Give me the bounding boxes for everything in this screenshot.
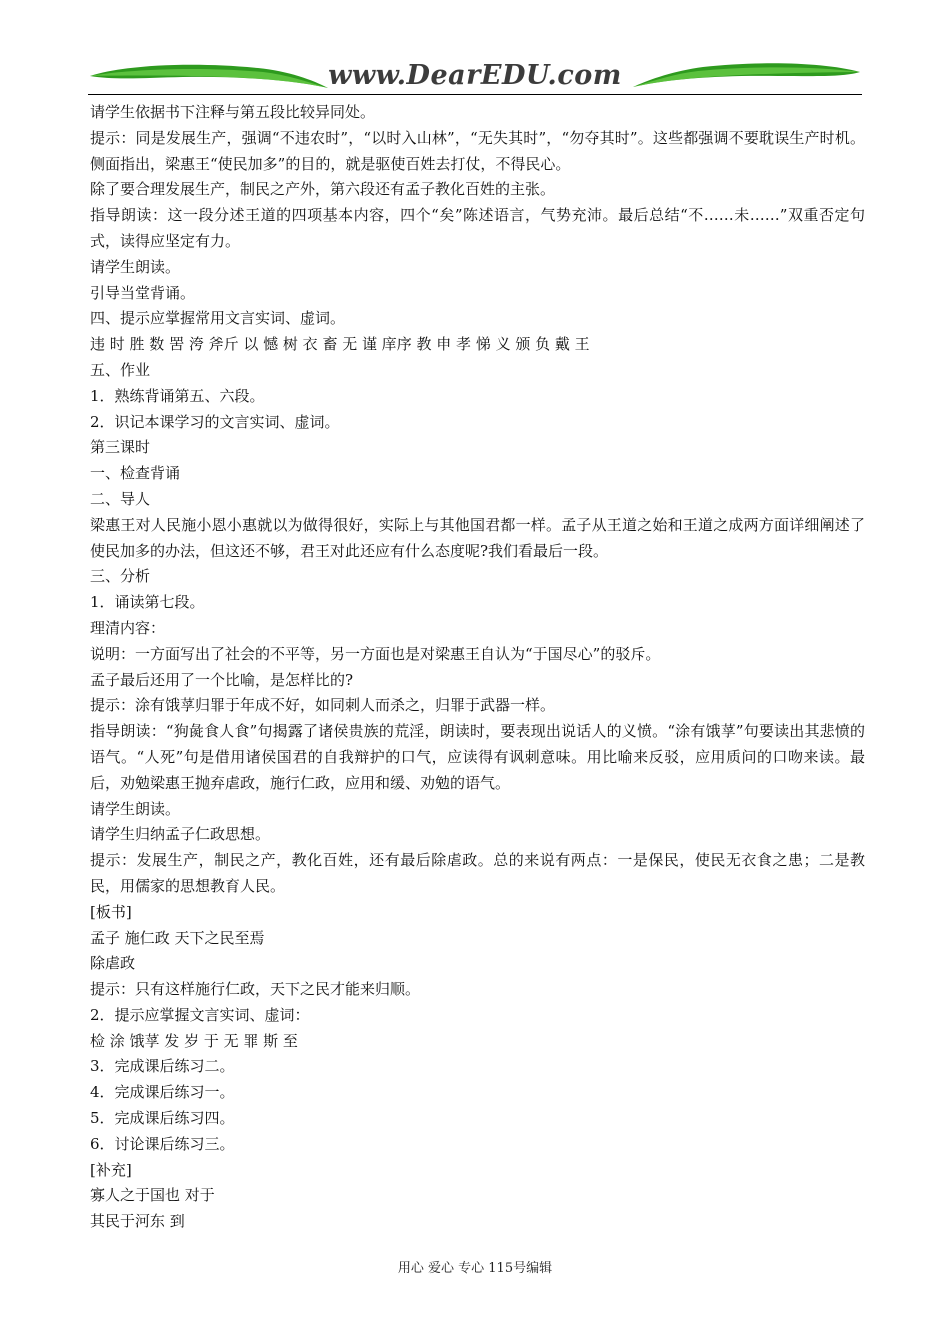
site-logo-text: www.DearEDU.com — [328, 60, 622, 91]
section-heading: 三、分析 — [90, 567, 151, 586]
list-item: 1．诵读第七段。 — [90, 593, 205, 612]
supplement-line: 其民于河东 到 — [90, 1212, 185, 1231]
paragraph: 提示：涂有饿莩归罪于年成不好，如同刺人而杀之，归罪于武器一样。 — [90, 696, 556, 715]
paragraph: 梁惠王对人民施小恩小惠就以为做得很好，实际上与其他国君都一样。孟子从王道之始和王道之成两方面详细阐述了使民加多的办法，但这还不够，君王对此还应有什么态度呢?我们看最后一段。 — [90, 515, 865, 560]
paragraph: 提示：同是发展生产，强调“不违农时”，“以时入山林”，“无失其时”，“勿夺其时”。这些都强调不要耽误生产时机。侧面指出，梁惠王“使民加多”的目的，就是驱使百姓去打仗，不得民心。 — [90, 128, 865, 173]
section-heading: 一、检查背诵 — [90, 464, 181, 483]
list-item: 5．完成课后练习四。 — [90, 1109, 235, 1128]
list-item: 4．完成课后练习一。 — [90, 1083, 235, 1102]
paragraph: 说明：一方面写出了社会的不平等，另一方面也是对梁惠王自认为“于国尽心”的驳斥。 — [90, 644, 661, 663]
list-item: 3．完成课后练习二。 — [90, 1057, 235, 1076]
paragraph: 提示：只有这样施行仁政，天下之民才能来归顺。 — [90, 980, 421, 999]
header-rule — [88, 94, 862, 95]
paragraph: 引导当堂背诵。 — [90, 283, 196, 302]
paragraph: 提示：发展生产，制民之产，教化百姓，还有最后除虐政。总的来说有两点：一是保民，使民无衣食之患；二是教民，用儒家的思想教育人民。 — [90, 851, 865, 895]
page-footer: 用心 爱心 专心 115号编辑 — [397, 1261, 553, 1276]
paragraph: 请学生朗读。 — [90, 257, 181, 276]
board-line: 孟子 施仁政 天下之民至焉 — [90, 928, 265, 947]
paragraph: 除了要合理发展生产，制民之产外，第六段还有孟子教化百姓的主张。 — [90, 180, 556, 199]
supplement-label: [补充] — [90, 1160, 132, 1179]
section-heading: 二、导人 — [90, 489, 151, 508]
board-line: 除虐政 — [90, 954, 136, 973]
document-body — [90, 100, 865, 1235]
vocabulary-list: 违 时 胜 数 罟 洿 斧斤 以 憾 树 衣 畜 无 谨 庠序 教 申 孝 悌 义 颁 负 戴 王 — [90, 335, 590, 354]
section-heading: 四、提示应掌握常用文言实词、虚词。 — [90, 309, 346, 328]
section-heading: 五、作业 — [90, 360, 151, 379]
paragraph: 指导朗读：这一段分述王道的四项基本内容，四个“矣”陈述语言，气势充沛。最后总结“不……未……”双重否定句式，读得应坚定有力。 — [90, 206, 865, 250]
paragraph: 请学生依据书下注释与第五段比较异同处。 — [90, 103, 376, 121]
list-item: 1．熟练背诵第五、六段。 — [90, 386, 265, 405]
paragraph: 理清内容： — [90, 618, 166, 637]
list-item: 2．识记本课学习的文言实词、虚词。 — [90, 412, 340, 431]
vocabulary-list: 检 涂 饿莩 发 岁 于 无 罪 斯 至 — [90, 1031, 298, 1050]
list-item: 2．提示应掌握文言实词、虚词： — [90, 1005, 310, 1024]
list-item: 6．讨论课后练习三。 — [90, 1134, 235, 1153]
site-header — [88, 58, 862, 96]
paragraph: 指导朗读：“狗彘食人食”句揭露了诸侯贵族的荒淫，朗读时，要表现出说话人的义愤。“涂有饿莩”句要读出其悲愤的语气。“人死”句是借用诸侯国君的自我辩护的口气，应读得有讽刺意味。用比喻来反驳，应用质问的口吻来读。最后，劝勉梁惠王抛弃虐政，施行仁政，应用和缓、劝勉的语气。 — [90, 722, 865, 792]
paragraph: 请学生归纳孟子仁政思想。 — [90, 825, 271, 844]
paragraph: 请学生朗读。 — [90, 799, 181, 818]
supplement-line: 寡人之于国也 对于 — [90, 1186, 215, 1205]
lesson-heading: 第三课时 — [90, 438, 151, 457]
board-label: [板书] — [90, 902, 132, 921]
paragraph: 孟子最后还用了一个比喻，是怎样比的? — [90, 670, 354, 689]
